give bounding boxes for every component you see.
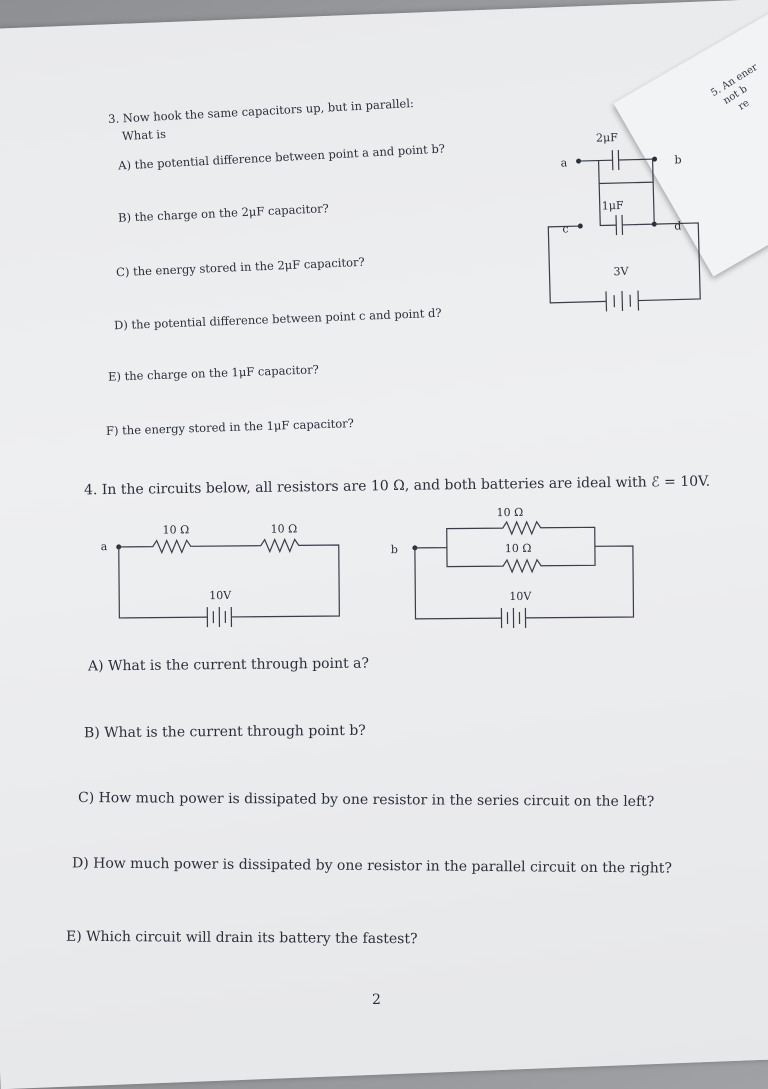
cap-1uf-label: 1μF (602, 199, 624, 213)
series-r1-label: 10 Ω (163, 523, 190, 536)
q3-part-a: A) the potential difference between point a and point b? (118, 141, 445, 172)
parallel-point-b-label: b (391, 543, 398, 556)
battery-3v-label: 3V (613, 265, 629, 278)
point-a-label: a (560, 156, 567, 169)
q4-part-b: B) What is the current through point b? (84, 723, 366, 741)
q4-part-a: A) What is the current through point a? (88, 656, 369, 675)
q3-part-d: D) the potential difference between point c and point d? (114, 306, 442, 333)
q3-part-c: C) the energy stored in the 2μF capacitor? (116, 255, 365, 279)
series-point-a-label: a (101, 540, 108, 553)
series-battery-label: 10V (209, 589, 232, 602)
parallel-r1-label: 10 Ω (497, 506, 524, 519)
q4-part-e: E) Which circuit will drain its battery the fastest? (66, 929, 418, 947)
page-number: 2 (372, 992, 381, 1008)
q3-what-is: What is (122, 127, 167, 143)
point-c-label: c (562, 222, 569, 235)
series-circuit (95, 515, 355, 635)
parallel-circuit (385, 500, 645, 635)
q4-title: 4. In the circuits below, all resistors are 10 Ω, and both batteries are ideal with ℰ = 10V. (84, 474, 710, 499)
q3-part-f: F) the energy stored in the 1μF capacitor? (106, 416, 354, 438)
parallel-r2-label: 10 Ω (505, 542, 532, 555)
cap-2uf-label: 2μF (596, 131, 618, 145)
point-d-label: d (674, 219, 681, 232)
point-b-label: b (674, 153, 681, 166)
q3-part-e: E) the charge on the 1μF capacitor? (108, 362, 319, 383)
q3-part-b: B) the charge on the 2μF capacitor? (118, 201, 329, 225)
q3-title: 3. Now hook the same capacitors up, but in parallel: (108, 96, 414, 126)
second-page-text: 5. An ener not b re (709, 61, 768, 122)
parallel-battery-label: 10V (509, 590, 532, 603)
q4-part-c: C) How much power is dissipated by one resistor in the series circuit on the left? (78, 790, 654, 810)
q3-capacitor-circuit (540, 125, 710, 305)
series-r2-label: 10 Ω (271, 522, 298, 535)
q4-part-d: D) How much power is dissipated by one resistor in the parallel circuit on the right? (72, 855, 672, 876)
